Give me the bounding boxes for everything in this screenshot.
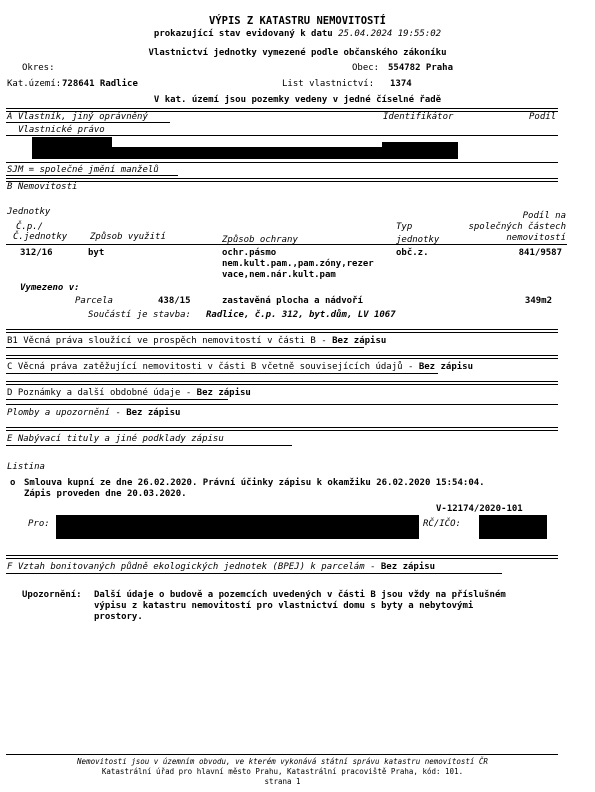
plomby [7,408,180,418]
notice-line-3: prostory. [94,612,143,622]
plomby-value: Bez zápisu [126,408,181,418]
subtitle-prefix: prokazující stav evidovaný k datu [153,29,333,39]
obec-value: 554782 Praha [388,63,454,73]
col-share-2: společných částech [468,222,566,232]
section-f [7,562,435,572]
underline [6,573,502,574]
lv-value: 1374 [390,79,412,89]
section-f-value: Bez zápisu [380,562,436,572]
col-share: Podíl [529,112,557,122]
footer-line-1: Nemovitosti jsou v územním obvodu, ve kterém vykonává státní správu katastru nemovitostí ČR [77,757,488,766]
dash: - [115,408,121,418]
notice-label: Upozornění: [22,590,82,600]
dash: - [370,562,376,572]
section-c-value: Bez zápisu [418,362,474,372]
unit-type: obč.z. [396,248,429,258]
parcel-description: zastavěná plocha a nádvoří [222,296,363,306]
katuzemi-label: Kat.území: [7,79,62,89]
footer-line-2: Katastrální úřad pro hlavní město Prahu, Katastrální pracoviště Praha, kód: 101. [101,767,464,776]
underline [6,347,364,348]
lv-label: List vlastnictví: [282,79,375,89]
page-number: strana 1 [264,777,301,786]
rc-label: RČ/IČO: [423,519,461,529]
underline [6,122,170,123]
document-title: VÝPIS Z KATASTRU NEMOVITOSTÍ [208,15,386,27]
divider [6,244,567,245]
sjm-note: SJM = společné jmění manželů [7,165,159,175]
divider [6,329,558,330]
section-b1 [7,336,386,346]
building-label: Součástí je stavba: [88,310,191,320]
divider [6,181,558,182]
col-cp: Č.p./ [16,222,44,232]
section-d-text: D Poznámky a další obdobné údaje [7,388,181,398]
defined-label: Vymezeno v: [20,283,80,293]
redacted-identifier [382,142,458,159]
plomby-text: Plomby a upozornění [7,408,110,418]
numbering-note: V kat. území jsou pozemky vedeny v jedné číselné řadě [153,95,442,105]
unit-share: 841/9587 [518,248,562,258]
divider [6,430,558,431]
col-type-2: jednotky [396,235,440,245]
unit-protect-2: nem.kult.pam.,pam.zóny,rezer [222,259,374,269]
col-type: Typ [396,222,413,232]
section-d-value: Bez zápisu [196,388,251,398]
document-subheading: Vlastnictví jednotky vymezené podle občanského zákoníku [148,48,447,58]
divider [6,381,558,382]
col-use: Způsob využití [90,232,166,242]
section-f-text: F Vztah bonitovaných půdně ekologických jednotek (BPEJ) k parcelám [7,562,365,572]
divider [6,135,558,136]
divider [6,427,558,428]
redacted-owner [32,137,112,147]
dash: - [407,362,414,372]
pro-label: Pro: [28,519,50,529]
contract-line-1: Smlouva kupní ze dne 26.02.2020. Právní účinky zápisu k okamžiku 26.02.2020 15:54:04. [24,478,485,488]
divider [6,355,558,356]
building-value: Radlice, č.p. 312, byt.dům, LV 1067 [206,310,396,320]
footer-divider [6,754,558,755]
parcel-area: 349m2 [524,296,552,306]
katuzemi-value: 728641 Radlice [62,79,138,89]
redacted-beneficiary [56,515,419,539]
col-cj: Č.jednotky [13,232,68,242]
section-d [7,388,251,398]
dash: - [321,336,327,346]
col-identifier: Identifikátor [383,112,454,122]
divider [6,108,558,109]
obec-label: Obec: [352,63,380,73]
section-c [7,362,473,372]
divider [6,358,558,359]
unit-protect-1: ochr.pásmo [222,248,277,258]
subtitle-date: 25.04.2024 19:55:02 [338,29,442,39]
document-reference: V-12174/2020-101 [436,504,523,514]
divider [6,558,558,559]
underline [6,399,228,400]
unit-number: 312/16 [20,248,53,258]
divider [6,332,558,333]
unit-use: byt [88,248,105,258]
redacted-rc [479,515,547,539]
document-subtitle [0,29,595,39]
contract-line-2: Zápis proveden dne 20.03.2020. [24,489,187,499]
dash: - [185,388,192,398]
divider [6,178,558,179]
divider [6,404,558,405]
section-a-heading: A Vlastník, jiný oprávněný [7,112,148,122]
bullet: o [10,478,16,488]
underline [6,445,292,446]
col-share-3: nemovitostí [506,233,566,243]
parcel-label: Parcela [75,296,113,306]
divider [6,384,558,385]
underline [6,175,178,176]
divider [6,162,558,163]
section-b1-value: Bez zápisu [332,336,387,346]
divider [6,555,558,556]
parcel-number: 438/15 [158,296,191,306]
section-a-sub: Vlastnické právo [18,125,105,135]
section-c-text: C Věcná práva zatěžující nemovitosti v části B včetně souvisejících údajů [7,362,403,372]
col-protect: Způsob ochrany [222,235,298,245]
units-label: Jednotky [7,207,51,217]
underline [6,373,438,374]
section-b-heading: B Nemovitosti [7,182,78,192]
section-b1-text: B1 Věcná práva sloužící ve prospěch nemovitostí v části B [7,336,316,346]
listina-label: Listina [7,462,45,472]
notice-line-2: výpisu z katastru nemovitostí pro vlastnictví domu s byty a nebytovými [94,601,474,611]
section-e-heading: E Nabývací tituly a jiné podklady zápisu [7,434,224,444]
redacted-owner [32,147,382,159]
col-share-1: Podíl na [522,211,566,221]
okres-label: Okres: [22,63,55,73]
unit-protect-3: vace,nem.nár.kult.pam [222,270,336,280]
notice-line-1: Další údaje o budově a pozemcích uvedených v části B jsou vždy na příslušném [94,590,506,600]
